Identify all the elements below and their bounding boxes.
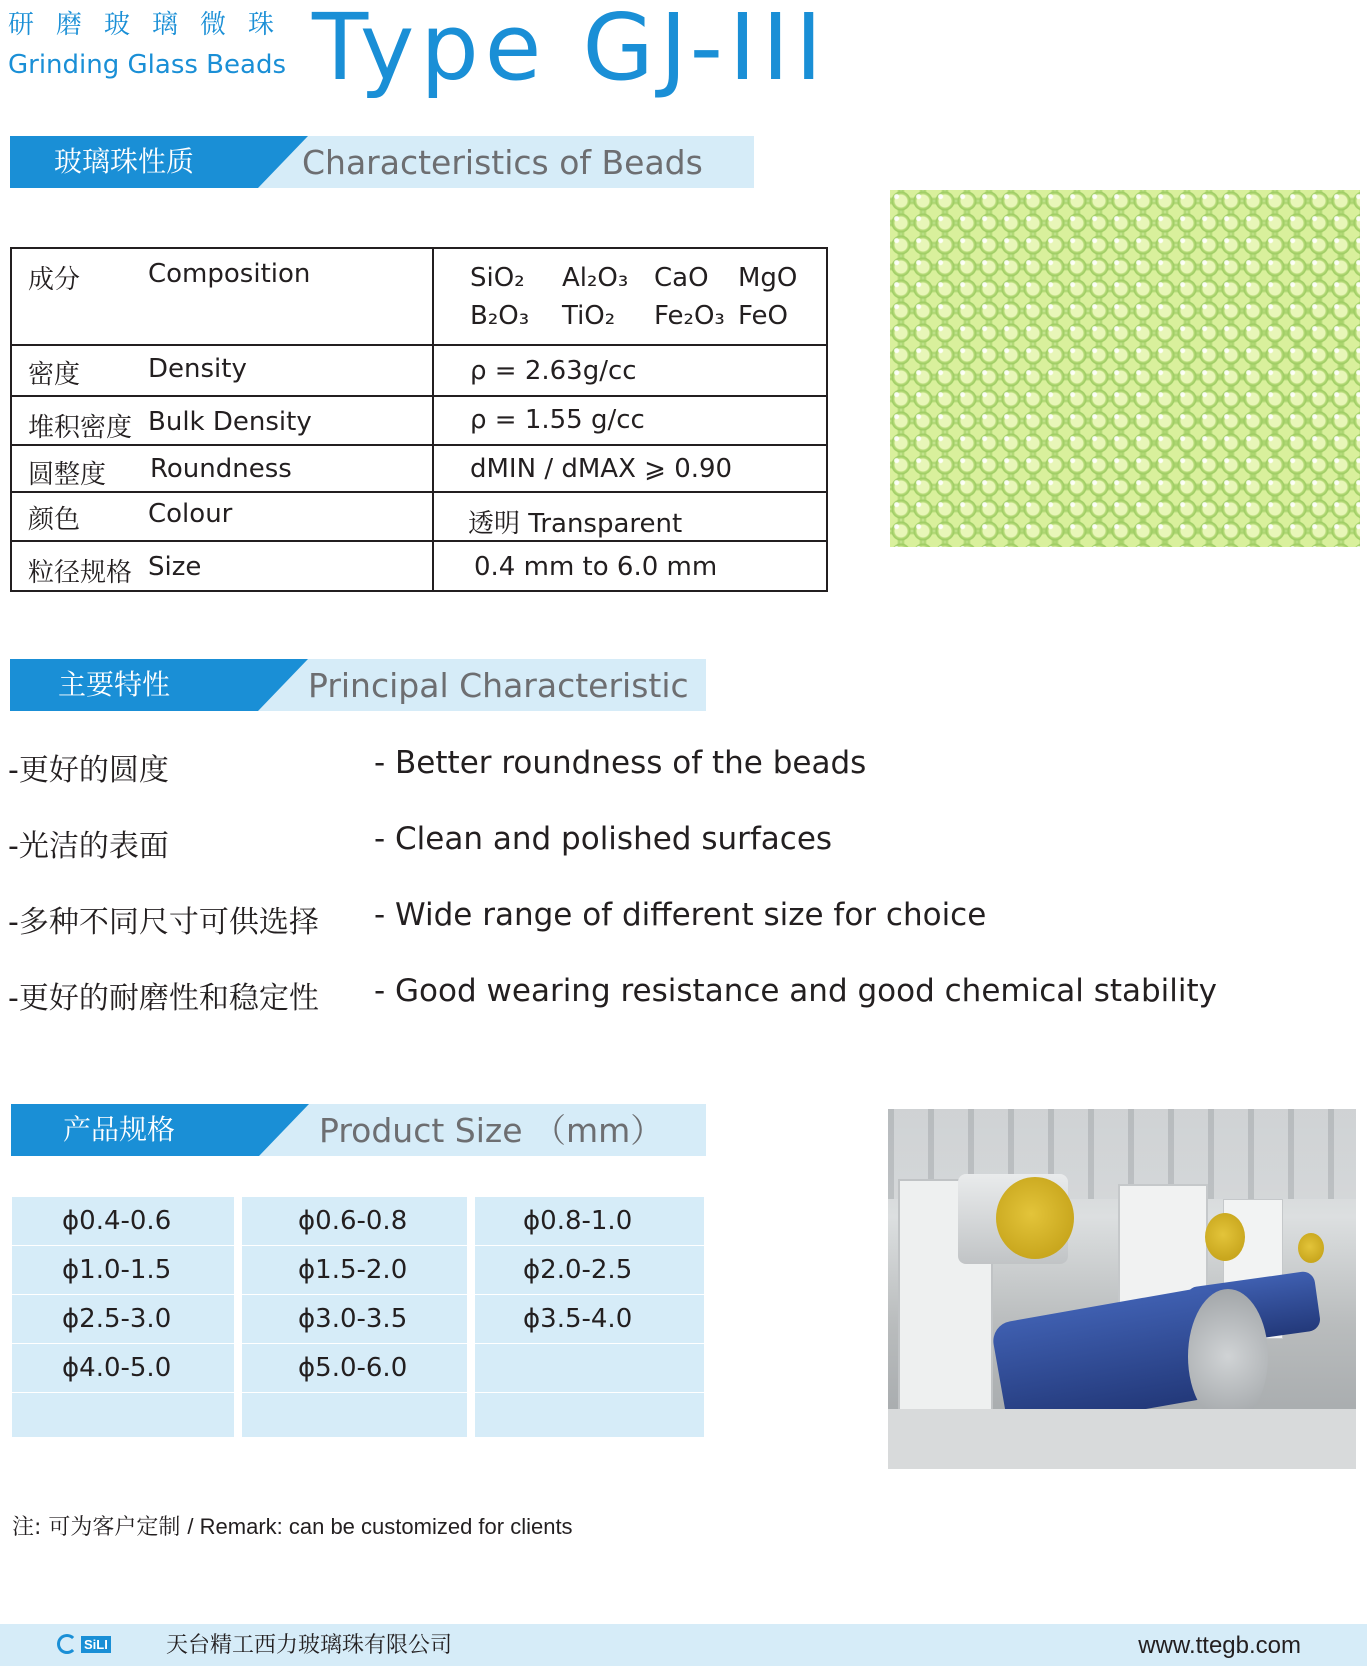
component: B₂O₃	[470, 301, 530, 331]
characteristics-list	[8, 745, 1308, 1049]
section-label-en: Principal Characteristic	[308, 666, 689, 705]
component: TiO₂	[562, 301, 616, 331]
section-label-cn: 主要特性	[58, 668, 171, 701]
characteristic-en: - Clean and polished surfaces	[374, 821, 833, 857]
section-label-en: Product Size （mm）	[319, 1111, 664, 1150]
characteristic-en: - Better roundness of the beads	[374, 745, 867, 781]
property-label-en: Colour	[148, 499, 233, 529]
property-label	[11, 396, 433, 445]
company-logo	[57, 1632, 111, 1656]
size-cell	[475, 1344, 704, 1392]
property-label-cn: 成分	[28, 265, 81, 295]
table-row	[11, 396, 827, 445]
characteristic-cn: -更好的圆度	[8, 753, 169, 788]
list-item	[8, 745, 1308, 821]
table-row	[11, 541, 827, 591]
brand-block	[8, 10, 298, 80]
website-link[interactable]: www.ttegb.com	[1138, 1632, 1301, 1659]
property-label-cn: 堆积密度	[28, 413, 133, 443]
table-row	[12, 1295, 710, 1339]
property-label	[11, 541, 433, 591]
component: Al₂O₃	[562, 263, 629, 293]
property-label-cn: 粒径规格	[28, 558, 133, 588]
size-cell	[12, 1393, 234, 1437]
component: FeO	[738, 301, 788, 331]
component: SiO₂	[470, 263, 525, 293]
property-label-cn: 密度	[28, 360, 81, 390]
size-cell: ϕ1.0-1.5	[12, 1246, 234, 1294]
characteristic-en: - Wide range of different size for choice	[374, 897, 987, 933]
composition-value	[433, 248, 827, 345]
brand-name-cn: 研磨玻璃微珠	[8, 10, 297, 40]
characteristic-cn: -更好的耐磨性和稳定性	[8, 981, 319, 1016]
table-row	[11, 445, 827, 492]
list-item	[8, 897, 1308, 973]
table-row	[11, 248, 827, 345]
size-cell: ϕ4.0-5.0	[12, 1344, 234, 1392]
properties-table	[10, 247, 828, 592]
bead-mill-machine-photo	[888, 1109, 1356, 1469]
table-row	[12, 1393, 710, 1437]
size-cell: ϕ1.5-2.0	[242, 1246, 467, 1294]
property-label	[11, 248, 433, 345]
size-cell: ϕ0.6-0.8	[242, 1197, 467, 1245]
size-cell	[475, 1393, 704, 1437]
section-header-principal	[10, 659, 706, 711]
size-value: 0.4 mm to 6.0 mm	[433, 541, 827, 591]
table-row	[11, 345, 827, 396]
characteristic-cn: -多种不同尺寸可供选择	[8, 905, 319, 940]
product-type-title: Type GJ-III	[312, 0, 829, 101]
section-label-en: Characteristics of Beads	[302, 143, 703, 182]
section-header-characteristics	[10, 136, 754, 188]
size-cell: ϕ2.0-2.5	[475, 1246, 704, 1294]
property-label-en: Roundness	[150, 454, 292, 484]
glass-beads-photo	[890, 190, 1360, 547]
component: CaO	[654, 263, 709, 293]
property-label-en: Composition	[148, 259, 311, 289]
property-label	[11, 492, 433, 541]
size-cell: ϕ3.5-4.0	[475, 1295, 704, 1343]
table-row	[11, 492, 827, 541]
section-header-sizes	[11, 1104, 706, 1156]
size-cell: ϕ3.0-3.5	[242, 1295, 467, 1343]
section-label-cn: 玻璃珠性质	[54, 145, 195, 178]
table-row	[12, 1197, 710, 1241]
section-label-cn: 产品规格	[63, 1113, 176, 1146]
footer-bar	[0, 1624, 1367, 1666]
property-label	[11, 345, 433, 396]
size-cell	[242, 1393, 467, 1437]
brand-name-en: Grinding Glass Beads	[8, 50, 286, 80]
remark-note	[12, 1510, 573, 1541]
density-value: ρ = 2.63g/cc	[433, 345, 827, 396]
size-cell: ϕ0.4-0.6	[12, 1197, 234, 1245]
property-label-cn: 颜色	[28, 505, 81, 535]
characteristic-cn: -光洁的表面	[8, 829, 169, 864]
remark-en: / Remark: can be customized for clients	[187, 1514, 573, 1539]
table-row	[12, 1344, 710, 1388]
component: Fe₂O₃	[654, 301, 725, 331]
size-cell: ϕ0.8-1.0	[475, 1197, 704, 1245]
property-label	[11, 445, 433, 492]
property-label-cn: 圆整度	[28, 460, 107, 490]
company-name: 天台精工西力玻璃珠有限公司	[166, 1633, 453, 1658]
remark-cn: 注: 可为客户定制	[12, 1515, 181, 1540]
property-label-en: Bulk Density	[148, 407, 312, 437]
list-item	[8, 973, 1308, 1049]
property-label-en: Density	[148, 354, 247, 384]
characteristic-en: - Good wearing resistance and good chemical stability	[374, 973, 1218, 1009]
table-row	[12, 1246, 710, 1290]
product-size-grid	[12, 1197, 710, 1442]
component: MgO	[738, 263, 798, 293]
logo-text: SiLI	[81, 1636, 111, 1653]
size-cell: ϕ5.0-6.0	[242, 1344, 467, 1392]
swirl-logo-icon	[57, 1634, 77, 1654]
property-label-en: Size	[148, 552, 202, 582]
roundness-value: dMIN / dMAX ⩾ 0.90	[433, 445, 827, 492]
size-cell: ϕ2.5-3.0	[12, 1295, 234, 1343]
list-item	[8, 821, 1308, 897]
bulk-density-value: ρ = 1.55 g/cc	[433, 396, 827, 445]
colour-value: 透明 Transparent	[433, 492, 827, 541]
